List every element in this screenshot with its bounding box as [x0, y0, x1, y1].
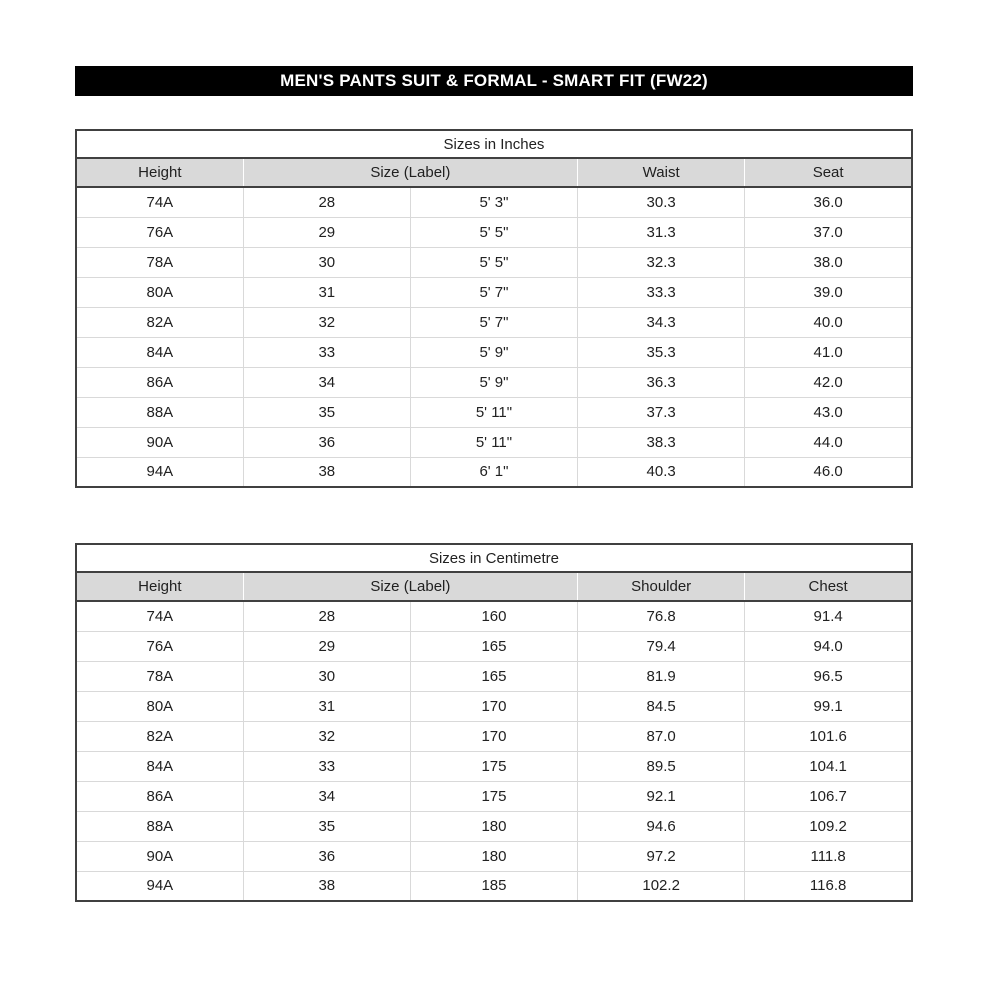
table-row	[76, 841, 912, 871]
table-cell: 36	[243, 427, 410, 457]
table-cell: 38.3	[578, 427, 745, 457]
table-cell: 91.4	[745, 601, 912, 631]
table-cell: 38	[243, 457, 410, 487]
table-cell: 84A	[76, 337, 243, 367]
table-cell: 106.7	[745, 781, 912, 811]
table-cell: 87.0	[578, 721, 745, 751]
table-row	[76, 661, 912, 691]
column-header-waist: Waist	[578, 158, 745, 187]
table-row	[76, 691, 912, 721]
table-cell: 37.3	[578, 397, 745, 427]
table-body-centimetre	[76, 601, 912, 901]
table-cell: 40.0	[745, 307, 912, 337]
table-cell: 36	[243, 841, 410, 871]
table-row	[76, 751, 912, 781]
table-cell: 90A	[76, 427, 243, 457]
table-cell: 34.3	[578, 307, 745, 337]
table-cell: 5' 11"	[410, 397, 577, 427]
table-cell: 5' 9"	[410, 367, 577, 397]
table-cell: 5' 5"	[410, 247, 577, 277]
table-cell: 76A	[76, 217, 243, 247]
table-row	[76, 721, 912, 751]
column-header-height: Height	[76, 572, 243, 601]
table-cell: 5' 5"	[410, 217, 577, 247]
sizes-in-centimetre-table	[75, 543, 913, 902]
table-cell: 29	[243, 217, 410, 247]
column-header-shoulder: Shoulder	[578, 572, 745, 601]
table-cell: 180	[410, 841, 577, 871]
table-cell: 82A	[76, 721, 243, 751]
chart-title-banner	[75, 66, 913, 96]
table-row	[76, 781, 912, 811]
table-cell: 165	[410, 631, 577, 661]
table-cell: 170	[410, 691, 577, 721]
table-row	[76, 307, 912, 337]
table-cell: 78A	[76, 661, 243, 691]
table-cell: 170	[410, 721, 577, 751]
table-cell: 33	[243, 337, 410, 367]
table-cell: 74A	[76, 187, 243, 217]
table-cell: 35.3	[578, 337, 745, 367]
table-cell: 41.0	[745, 337, 912, 367]
table-cell: 40.3	[578, 457, 745, 487]
table-cell: 109.2	[745, 811, 912, 841]
table-cell: 82A	[76, 307, 243, 337]
table-cell: 34	[243, 781, 410, 811]
table-cell: 84.5	[578, 691, 745, 721]
table-header-row	[76, 158, 912, 187]
table-cell: 180	[410, 811, 577, 841]
table-title-row	[76, 544, 912, 572]
table-cell: 92.1	[578, 781, 745, 811]
table-cell: 104.1	[745, 751, 912, 781]
table-cell: 35	[243, 397, 410, 427]
table-title-sizes-in-inches: Sizes in Inches	[76, 130, 912, 158]
table-row	[76, 247, 912, 277]
table-row	[76, 601, 912, 631]
table-cell: 35	[243, 811, 410, 841]
table-title-sizes-in-centimetre: Sizes in Centimetre	[76, 544, 912, 572]
table-cell: 78A	[76, 247, 243, 277]
table-cell: 39.0	[745, 277, 912, 307]
table-cell: 43.0	[745, 397, 912, 427]
table-cell: 28	[243, 187, 410, 217]
table-cell: 94A	[76, 457, 243, 487]
table-cell: 46.0	[745, 457, 912, 487]
table-row	[76, 217, 912, 247]
table-cell: 89.5	[578, 751, 745, 781]
table-cell: 33	[243, 751, 410, 781]
table-cell: 80A	[76, 277, 243, 307]
table-cell: 5' 11"	[410, 427, 577, 457]
table-cell: 97.2	[578, 841, 745, 871]
table-cell: 31	[243, 691, 410, 721]
table-cell: 88A	[76, 397, 243, 427]
table-cell: 6' 1"	[410, 457, 577, 487]
table-cell: 116.8	[745, 871, 912, 901]
table-cell: 32	[243, 721, 410, 751]
table-cell: 165	[410, 661, 577, 691]
table-cell: 76A	[76, 631, 243, 661]
table-cell: 94.6	[578, 811, 745, 841]
table-row	[76, 871, 912, 901]
table-cell: 74A	[76, 601, 243, 631]
table-cell: 38	[243, 871, 410, 901]
table-cell: 102.2	[578, 871, 745, 901]
table-cell: 30	[243, 247, 410, 277]
table-cell: 36.0	[745, 187, 912, 217]
table-body-inches	[76, 187, 912, 487]
table-cell: 32.3	[578, 247, 745, 277]
table-cell: 86A	[76, 781, 243, 811]
table-cell: 31.3	[578, 217, 745, 247]
table-cell: 29	[243, 631, 410, 661]
table-cell: 38.0	[745, 247, 912, 277]
table-cell: 5' 9"	[410, 337, 577, 367]
table-cell: 160	[410, 601, 577, 631]
table-title-row	[76, 130, 912, 158]
table-row	[76, 397, 912, 427]
table-cell: 175	[410, 751, 577, 781]
table-cell: 30	[243, 661, 410, 691]
chart-title: MEN'S PANTS SUIT & FORMAL - SMART FIT (FW22)	[280, 71, 708, 90]
table-cell: 99.1	[745, 691, 912, 721]
table-cell: 96.5	[745, 661, 912, 691]
table-cell: 28	[243, 601, 410, 631]
table-row	[76, 427, 912, 457]
table-header-row	[76, 572, 912, 601]
table-cell: 34	[243, 367, 410, 397]
column-header-size-label: Size (Label)	[243, 158, 577, 187]
column-header-seat: Seat	[745, 158, 912, 187]
table-row	[76, 337, 912, 367]
table-cell: 5' 7"	[410, 277, 577, 307]
table-cell: 81.9	[578, 661, 745, 691]
column-header-height: Height	[76, 158, 243, 187]
table-cell: 80A	[76, 691, 243, 721]
table-cell: 101.6	[745, 721, 912, 751]
table-cell: 185	[410, 871, 577, 901]
table-cell: 30.3	[578, 187, 745, 217]
table-cell: 42.0	[745, 367, 912, 397]
table-row	[76, 631, 912, 661]
table-cell: 33.3	[578, 277, 745, 307]
column-header-size-label: Size (Label)	[243, 572, 577, 601]
column-header-chest: Chest	[745, 572, 912, 601]
table-cell: 94A	[76, 871, 243, 901]
table-row	[76, 367, 912, 397]
table-cell: 37.0	[745, 217, 912, 247]
sizes-in-inches-table	[75, 129, 913, 488]
table-cell: 94.0	[745, 631, 912, 661]
table-row	[76, 811, 912, 841]
table-cell: 5' 7"	[410, 307, 577, 337]
table-cell: 88A	[76, 811, 243, 841]
table-cell: 111.8	[745, 841, 912, 871]
table-row	[76, 457, 912, 487]
table-cell: 86A	[76, 367, 243, 397]
table-row	[76, 187, 912, 217]
table-row	[76, 277, 912, 307]
table-cell: 31	[243, 277, 410, 307]
table-cell: 90A	[76, 841, 243, 871]
table-cell: 84A	[76, 751, 243, 781]
table-cell: 36.3	[578, 367, 745, 397]
table-cell: 32	[243, 307, 410, 337]
table-cell: 76.8	[578, 601, 745, 631]
table-cell: 44.0	[745, 427, 912, 457]
table-cell: 5' 3"	[410, 187, 577, 217]
table-cell: 79.4	[578, 631, 745, 661]
table-cell: 175	[410, 781, 577, 811]
